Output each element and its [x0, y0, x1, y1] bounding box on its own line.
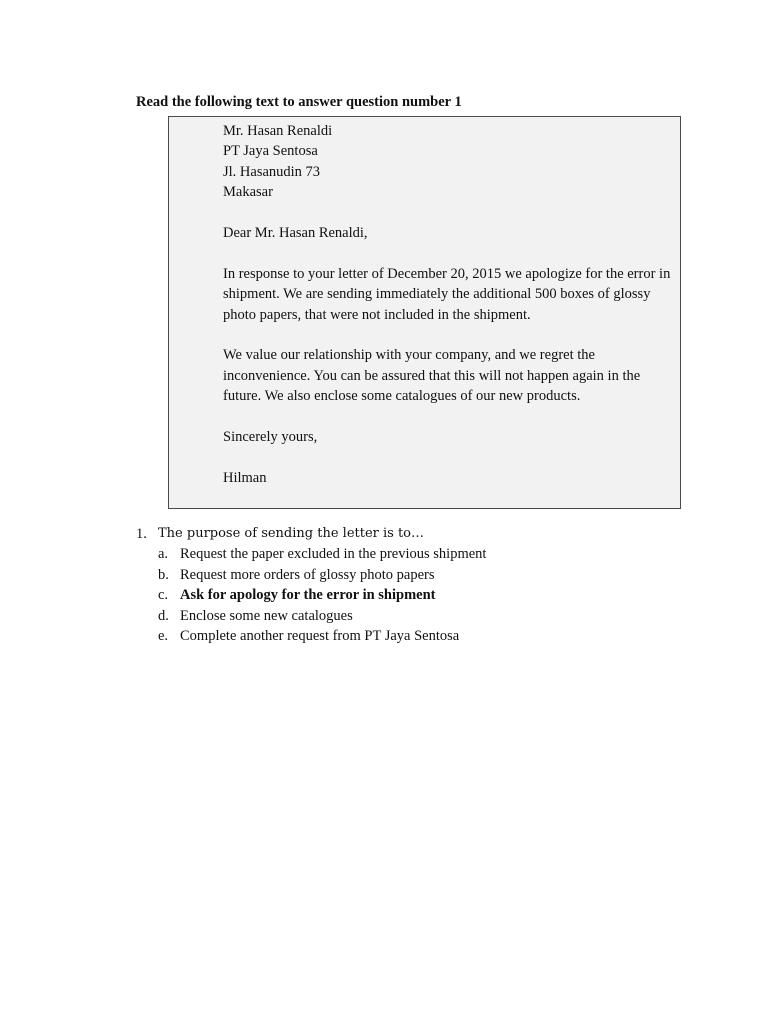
option-letter: b. — [158, 566, 169, 583]
recipient-street: Jl. Hasanudin 73 — [223, 163, 321, 180]
option-letter: e. — [158, 628, 169, 645]
option-e — [136, 626, 696, 646]
question-number: 1. — [136, 526, 147, 542]
option-letter: c. — [158, 587, 169, 604]
letter-paragraph-1: In response to your letter of December 20, 2015 we apologize for the error in shipment. We are sending immediately the additional 500 boxes of glossy photo papers, that were not included in the shipment. — [223, 265, 671, 323]
option-text: Complete another request from PT Jaya Sentosa — [180, 628, 460, 645]
option-text-answer: Ask for apology for the error in shipment — [180, 587, 436, 604]
option-a — [136, 544, 696, 564]
letter-signature: Hilman — [223, 469, 267, 486]
letter-closing: Sincerely yours, — [223, 429, 318, 446]
letter-paragraph-2: We value our relationship with your company, and we regret the inconvenience. You can be assured that this will not happen again in the future. We also enclose some catalogues of our new products. — [223, 347, 641, 405]
option-b — [136, 565, 696, 585]
recipient-city: Makasar — [223, 184, 273, 201]
question-line — [136, 524, 696, 544]
option-text: Request the paper excluded in the previous shipment — [180, 546, 487, 563]
question-block — [136, 524, 696, 646]
option-text: Request more orders of glossy photo papers — [180, 566, 435, 583]
letter-box — [168, 116, 681, 509]
letter-salutation: Dear Mr. Hasan Renaldi, — [223, 225, 368, 242]
option-letter: a. — [158, 546, 169, 563]
option-d — [136, 606, 696, 626]
instruction-heading: Read the following text to answer question number 1 — [136, 94, 462, 110]
option-letter: d. — [158, 607, 169, 624]
option-text: Enclose some new catalogues — [180, 607, 353, 624]
recipient-company: PT Jaya Sentosa — [223, 143, 318, 160]
answer-options — [136, 544, 696, 646]
letter-content — [223, 121, 673, 488]
option-c — [136, 585, 696, 605]
recipient-name: Mr. Hasan Renaldi — [223, 123, 333, 139]
question-text: The purpose of sending the letter is to… — [158, 526, 425, 541]
